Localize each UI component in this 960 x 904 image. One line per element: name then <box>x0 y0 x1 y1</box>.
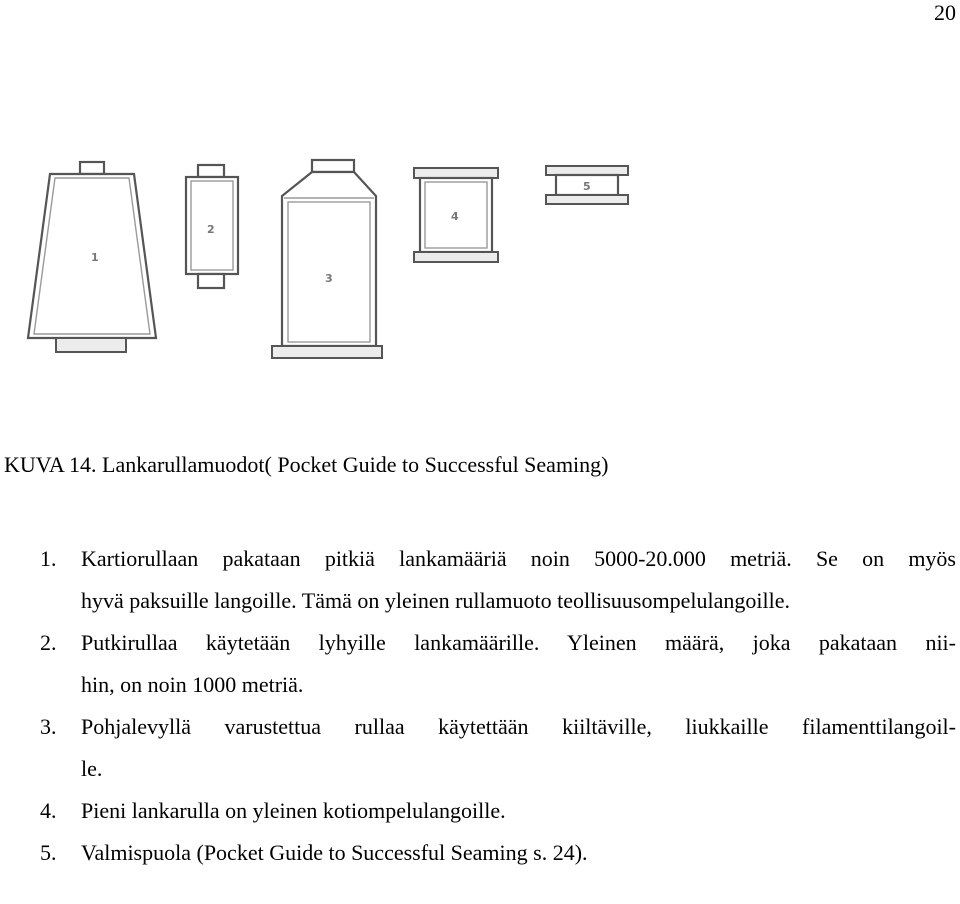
list-item-text: hyvä paksuille langoille. Tämä on yleinen rullamuoto teollisuusompelulangoille. <box>81 588 790 613</box>
list-item <box>40 832 956 874</box>
list-item <box>40 706 956 790</box>
spool-label-2: 2 <box>207 223 215 236</box>
list-item-number: 3. <box>40 714 57 739</box>
figure-caption: KUVA 14. Lankarullamuodot( Pocket Guide to Successful Seaming) <box>4 452 609 477</box>
spool-label-4: 4 <box>451 210 459 223</box>
list-item <box>40 790 956 832</box>
list-item <box>40 538 956 622</box>
list-item-text: Kartiorullaan pakataan pitkiä lankamääriä noin 5000-20.000 metriä. Se on myös <box>81 546 956 571</box>
spool-shapes-figure <box>0 140 660 440</box>
list-item-text: Valmispuola (Pocket Guide to Successful Seaming s. 24). <box>81 840 588 865</box>
spool-label-5: 5 <box>583 180 591 193</box>
list-item-number: 4. <box>40 798 57 823</box>
list-item-text: Pohjalevyllä varustettua rullaa käytettään kiiltäville, liukkaille filamenttilangoil- <box>81 714 956 739</box>
bobbin-spool <box>546 166 628 204</box>
spool-label-3: 3 <box>325 272 333 285</box>
spool-label-1: 1 <box>91 251 99 264</box>
list-item-number: 5. <box>40 840 57 865</box>
list-item-number: 2. <box>40 630 57 655</box>
king-spool <box>272 160 382 358</box>
tube-spool <box>186 165 238 288</box>
cone-spool <box>28 162 156 352</box>
list-item-text: le. <box>81 756 103 781</box>
list-item-number: 1. <box>40 546 57 571</box>
spool-description-list <box>40 538 956 874</box>
page-number: 20 <box>934 0 956 25</box>
small-spool <box>414 168 498 262</box>
list-item-text: Pieni lankarulla on yleinen kotiompelulangoille. <box>81 798 506 823</box>
list-item-text: hin, on noin 1000 metriä. <box>81 672 304 697</box>
list-item-text: Putkirullaa käytetään lyhyille lankamäärille. Yleinen määrä, joka pakataan nii- <box>81 630 956 655</box>
list-item <box>40 622 956 706</box>
